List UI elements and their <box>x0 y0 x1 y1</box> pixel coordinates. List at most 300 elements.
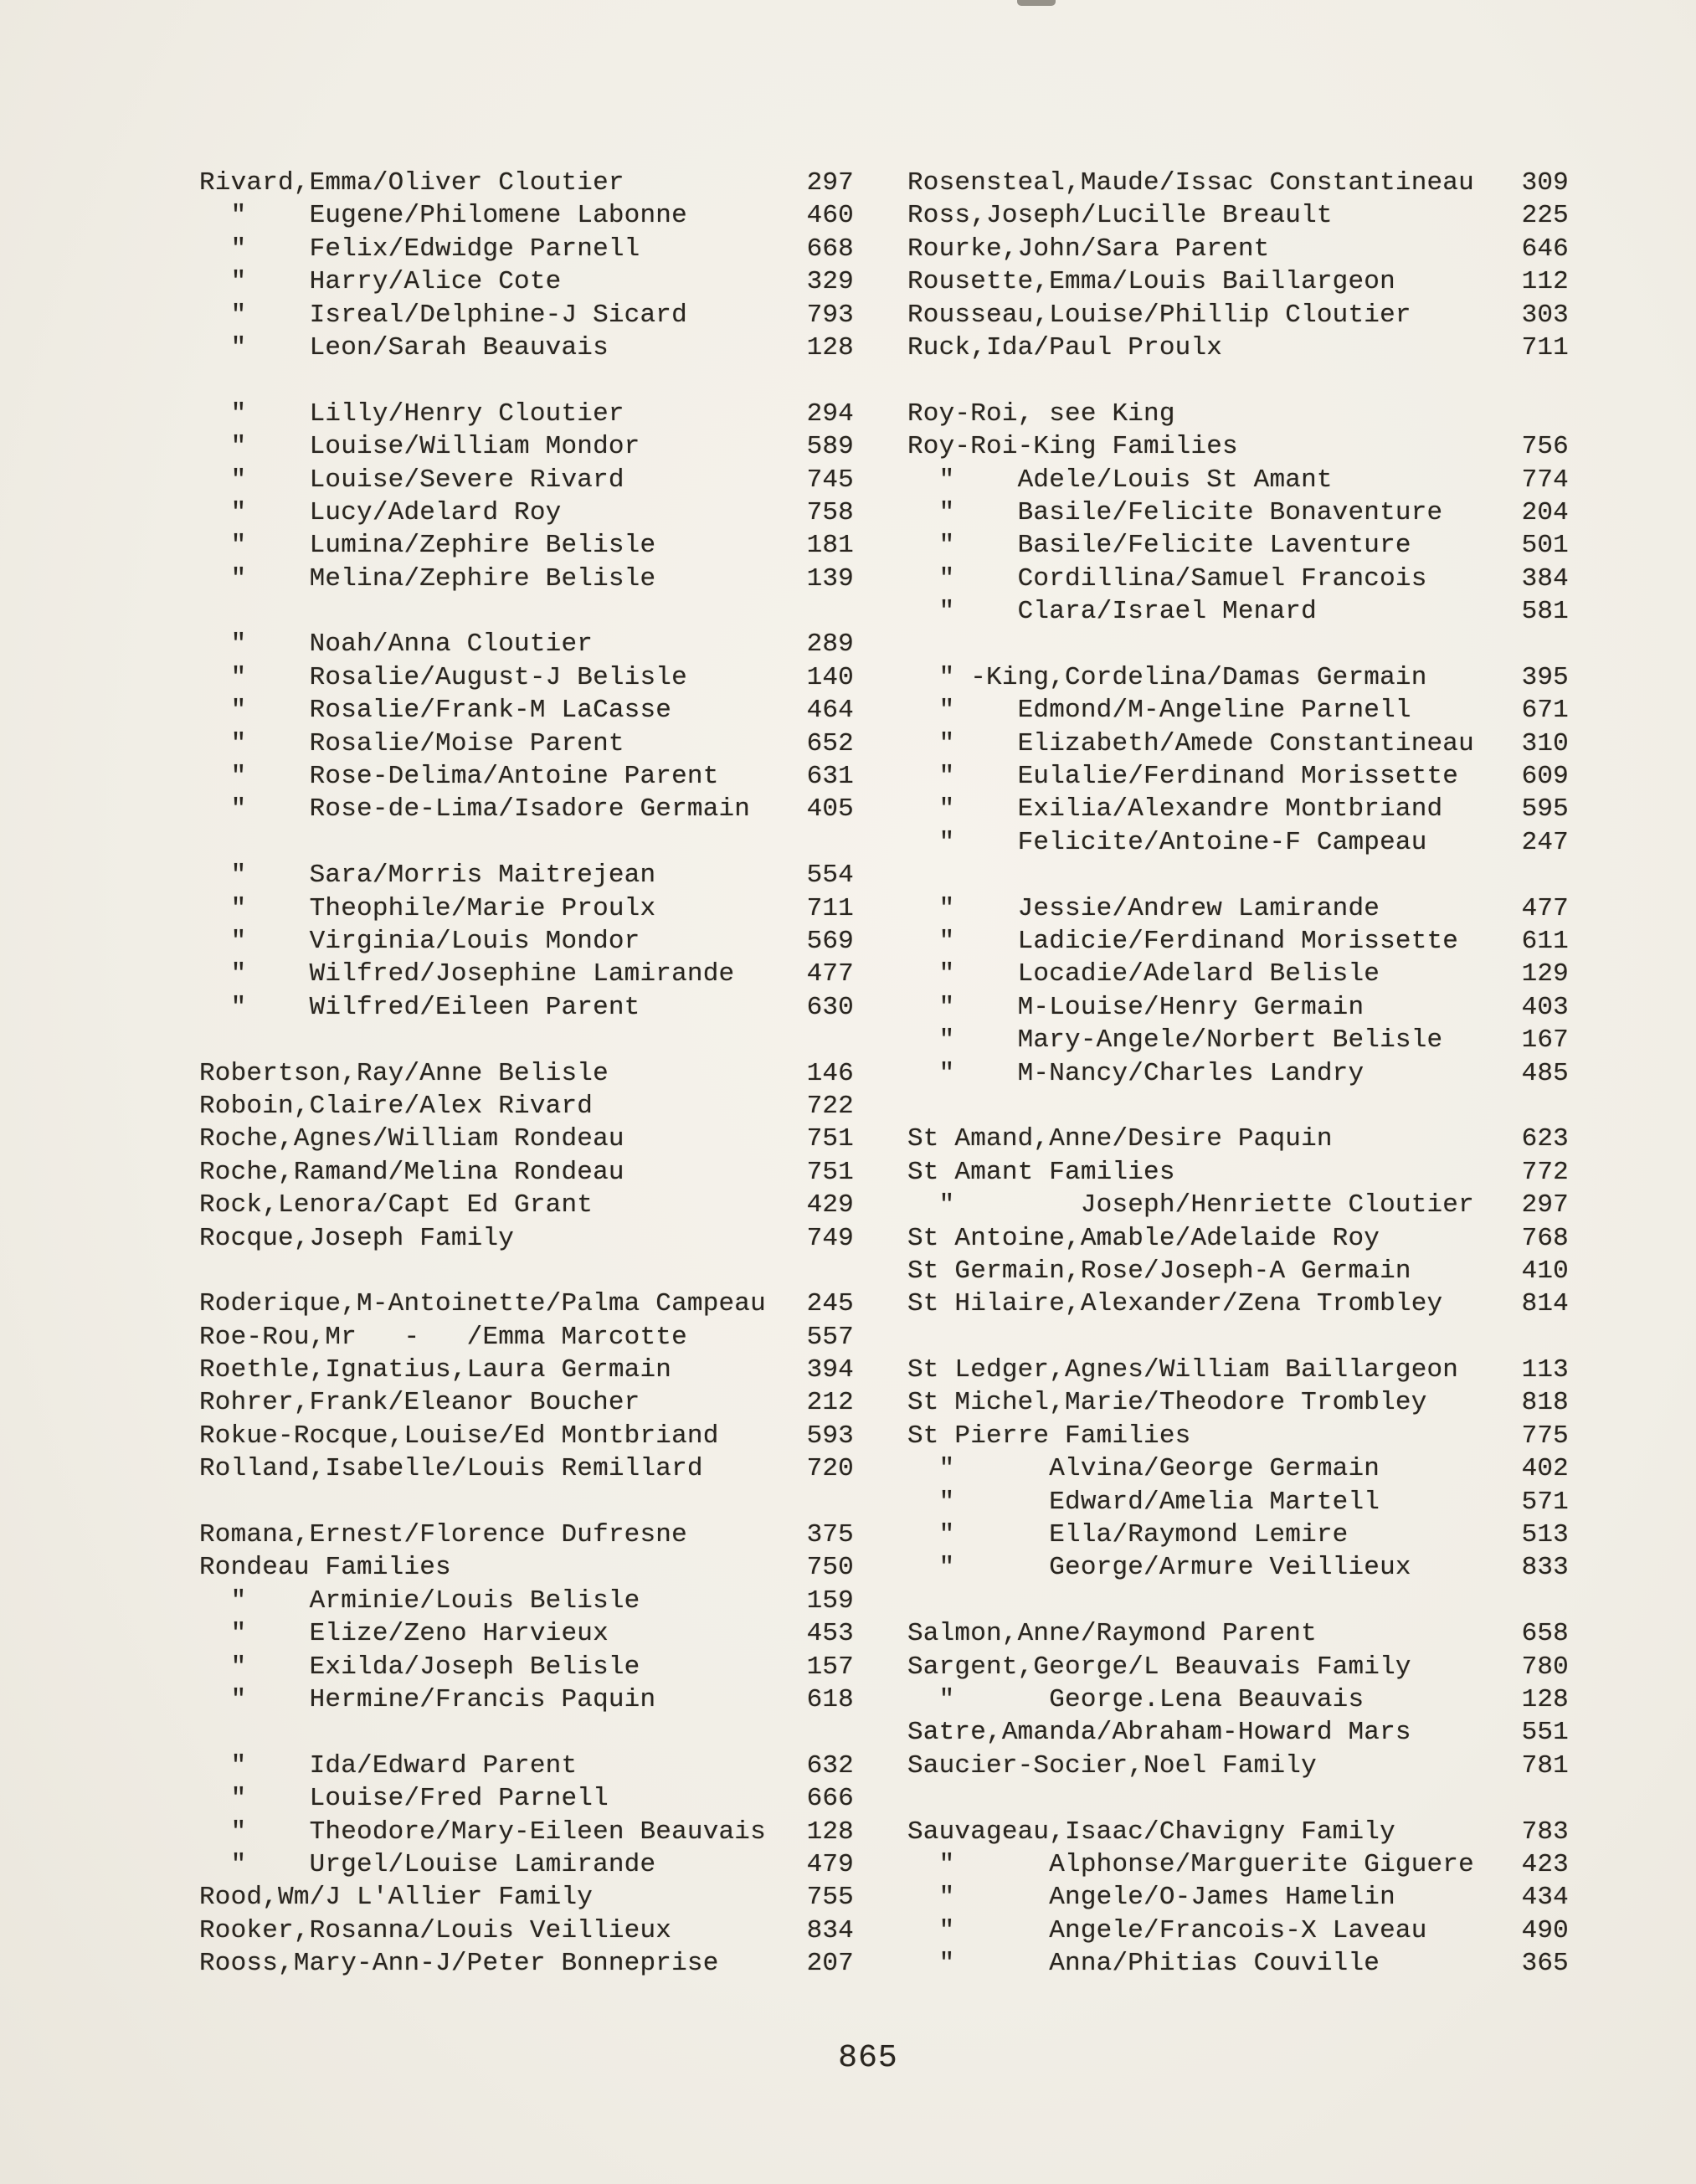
entry-page-number: 423 <box>1521 1849 1569 1879</box>
entry-page-number: 793 <box>806 300 854 330</box>
index-row <box>199 925 854 958</box>
entry-page-number: 833 <box>1521 1553 1569 1583</box>
entry-page-number: 745 <box>806 465 854 495</box>
entry-text: " Rose-de-Lima/Isadore Germain <box>199 794 751 825</box>
entry-text: " Basile/Felicite Laventure <box>907 531 1411 561</box>
index-row <box>199 595 854 628</box>
index-row <box>199 398 854 430</box>
index-row <box>199 1255 854 1287</box>
entry-page-number: 652 <box>806 728 854 758</box>
entry-page-number: 772 <box>1521 1157 1569 1187</box>
entry-page-number: 395 <box>1521 662 1569 692</box>
entry-text: Rosensteal,Maude/Issac Constantineau <box>907 168 1474 198</box>
entry-text: " Melina/Zephire Belisle <box>199 563 656 594</box>
index-row <box>199 1287 854 1320</box>
index-row <box>907 1189 1569 1221</box>
entry-text: " Rose-Delima/Antoine Parent <box>199 762 719 792</box>
entry-page-number: 569 <box>806 926 854 956</box>
index-row <box>907 760 1569 793</box>
entry-page-number: 557 <box>806 1322 854 1352</box>
entry-page-number: 780 <box>1521 1652 1569 1682</box>
index-row <box>907 694 1569 727</box>
index-row <box>199 1651 854 1683</box>
entry-text: " Lucy/Adelard Roy <box>199 497 562 527</box>
index-row <box>907 1255 1569 1287</box>
index-row <box>907 398 1569 430</box>
index-row <box>199 892 854 925</box>
entry-page-number: 513 <box>1521 1520 1569 1550</box>
entry-text: " Exilia/Alexandre Montbriand <box>907 794 1443 825</box>
entry-text: " Alphonse/Marguerite Giguere <box>907 1849 1474 1879</box>
index-row <box>199 760 854 793</box>
index-row <box>199 661 854 694</box>
entry-page-number: 204 <box>1521 497 1569 527</box>
entry-text: " Felix/Edwidge Parnell <box>199 234 640 264</box>
entry-page-number: 112 <box>1521 267 1569 297</box>
entry-page-number: 658 <box>1521 1619 1569 1649</box>
entry-page-number: 671 <box>1521 696 1569 726</box>
index-row <box>199 1024 854 1056</box>
index-row <box>199 265 854 298</box>
entry-page-number: 181 <box>806 531 854 561</box>
index-row <box>199 1617 854 1650</box>
index-row <box>199 1090 854 1123</box>
entry-page-number: 297 <box>806 168 854 198</box>
entry-text: Roy-Roi-King Families <box>907 432 1238 462</box>
entry-text: " Jessie/Andrew Lamirande <box>907 893 1380 923</box>
index-row <box>199 1452 854 1485</box>
entry-page-number: 294 <box>806 398 854 429</box>
entry-text: " Wilfred/Eileen Parent <box>199 992 640 1022</box>
entry-text: Sargent,George/L Beauvais Family <box>907 1652 1411 1682</box>
entry-page-number: 750 <box>806 1553 854 1583</box>
entry-page-number: 571 <box>1521 1487 1569 1517</box>
entry-page-number: 297 <box>1521 1190 1569 1220</box>
entry-text: " Anna/Phitias Couville <box>907 1949 1380 1979</box>
entry-page-number: 329 <box>806 267 854 297</box>
index-row <box>907 1750 1569 1782</box>
entry-text: " Louise/William Mondor <box>199 432 640 462</box>
index-row <box>907 793 1569 825</box>
entry-text: " George.Lena Beauvais <box>907 1684 1365 1714</box>
index-row <box>199 1420 854 1452</box>
entry-page-number: 303 <box>1521 300 1569 330</box>
entry-page-number: 207 <box>806 1949 854 1979</box>
index-row <box>907 299 1569 331</box>
index-row <box>907 1321 1569 1354</box>
entry-text: St Antoine,Amable/Adelaide Roy <box>907 1223 1380 1253</box>
index-row <box>907 563 1569 595</box>
entry-page-number: 775 <box>1521 1421 1569 1451</box>
entry-text: Roethle,Ignatius,Laura Germain <box>199 1355 672 1385</box>
entry-page-number: 631 <box>806 762 854 792</box>
entry-text: " Ladicie/Ferdinand Morissette <box>907 926 1459 956</box>
entry-text: Roboin,Claire/Alex Rivard <box>199 1091 594 1121</box>
entry-page-number: 593 <box>806 1421 854 1451</box>
entry-text: Roy-Roi, see King <box>907 398 1175 429</box>
index-row <box>907 1881 1569 1914</box>
entry-text: Sauvageau,Isaac/Chavigny Family <box>907 1817 1395 1847</box>
entry-text: " Louise/Severe Rivard <box>199 465 624 495</box>
entry-page-number: 289 <box>806 630 854 660</box>
entry-page-number: 581 <box>1521 597 1569 627</box>
index-row <box>907 1486 1569 1519</box>
index-row <box>907 1651 1569 1683</box>
entry-page-number: 477 <box>1521 893 1569 923</box>
index-row <box>199 364 854 397</box>
entry-text: Rock,Lenora/Capt Ed Grant <box>199 1190 594 1220</box>
index-row <box>907 364 1569 397</box>
entry-page-number: 768 <box>1521 1223 1569 1253</box>
index-row <box>199 1551 854 1584</box>
index-row <box>907 331 1569 364</box>
entry-page-number: 384 <box>1521 563 1569 594</box>
entry-page-number: 453 <box>806 1619 854 1649</box>
index-row <box>907 430 1569 463</box>
index-row <box>199 1881 854 1914</box>
index-row <box>907 991 1569 1024</box>
index-left-column <box>199 167 854 1980</box>
entry-page-number: 589 <box>806 432 854 462</box>
entry-page-number: 128 <box>1521 1684 1569 1714</box>
entry-page-number: 485 <box>1521 1058 1569 1088</box>
entry-text: " Eulalie/Ferdinand Morissette <box>907 762 1459 792</box>
entry-page-number: 157 <box>806 1652 854 1682</box>
entry-text: " Isreal/Delphine-J Sicard <box>199 300 687 330</box>
entry-text: " Harry/Alice Cote <box>199 267 562 297</box>
entry-page-number: 595 <box>1521 794 1569 825</box>
entry-page-number: 711 <box>806 893 854 923</box>
index-row <box>907 1782 1569 1815</box>
entry-text: " Arminie/Louis Belisle <box>199 1585 640 1616</box>
index-row <box>907 826 1569 859</box>
entry-page-number: 755 <box>806 1883 854 1913</box>
entry-text: Rooss,Mary-Ann-J/Peter Bonneprise <box>199 1949 719 1979</box>
index-row <box>199 563 854 595</box>
index-row <box>907 595 1569 628</box>
index-row <box>907 167 1569 199</box>
entry-page-number: 751 <box>806 1124 854 1154</box>
entry-text: Satre,Amanda/Abraham-Howard Mars <box>907 1718 1411 1748</box>
entry-page-number: 814 <box>1521 1289 1569 1319</box>
index-row <box>907 661 1569 694</box>
index-row <box>907 925 1569 958</box>
index-row <box>199 1321 854 1354</box>
entry-text: Roderique,M-Antoinette/Palma Campeau <box>199 1289 766 1319</box>
index-row <box>907 1452 1569 1485</box>
entry-text: " Rosalie/August-J Belisle <box>199 662 687 692</box>
index-row <box>907 1585 1569 1617</box>
entry-page-number: 405 <box>806 794 854 825</box>
entry-text: " Ida/Edward Parent <box>199 1750 578 1781</box>
entry-page-number: 309 <box>1521 168 1569 198</box>
entry-text: St Ledger,Agnes/William Baillargeon <box>907 1355 1459 1385</box>
entry-text: Rohrer,Frank/Eleanor Boucher <box>199 1388 640 1418</box>
entry-text: " Leon/Sarah Beauvais <box>199 332 609 362</box>
entry-text: " Lilly/Henry Cloutier <box>199 398 624 429</box>
index-row <box>907 1123 1569 1155</box>
index-row <box>907 958 1569 990</box>
index-row <box>199 1947 854 1980</box>
entry-page-number: 113 <box>1521 1355 1569 1385</box>
entry-text: " Angele/Francois-X Laveau <box>907 1915 1427 1945</box>
index-row <box>907 859 1569 892</box>
entry-text: " Wilfred/Josephine Lamirande <box>199 959 735 989</box>
index-row <box>907 1551 1569 1584</box>
index-row <box>907 1816 1569 1848</box>
entry-text: " Elizabeth/Amede Constantineau <box>907 728 1474 758</box>
entry-page-number: 551 <box>1521 1718 1569 1748</box>
index-row <box>907 265 1569 298</box>
index-row <box>199 727 854 760</box>
entry-text: " M-Louise/Henry Germain <box>907 992 1365 1022</box>
index-row <box>907 1024 1569 1056</box>
index-row <box>199 1750 854 1782</box>
index-row <box>199 1782 854 1815</box>
index-row <box>199 628 854 660</box>
index-row <box>907 233 1569 265</box>
entry-text: Ruck,Ida/Paul Proulx <box>907 332 1223 362</box>
entry-page-number: 611 <box>1521 926 1569 956</box>
scan-artifact <box>1017 0 1056 6</box>
index-row <box>199 1486 854 1519</box>
index-row <box>199 299 854 331</box>
entry-text: Rousseau,Louise/Phillip Cloutier <box>907 300 1411 330</box>
entry-page-number: 751 <box>806 1157 854 1187</box>
index-row <box>199 1354 854 1386</box>
entry-page-number: 365 <box>1521 1949 1569 1979</box>
index-row <box>199 694 854 727</box>
entry-page-number: 245 <box>806 1289 854 1319</box>
entry-text: " Exilda/Joseph Belisle <box>199 1652 640 1682</box>
entry-text: " Edward/Amelia Martell <box>907 1487 1380 1517</box>
entry-page-number: 668 <box>806 234 854 264</box>
entry-text: " Cordillina/Samuel Francois <box>907 563 1427 594</box>
entry-page-number: 128 <box>806 332 854 362</box>
entry-page-number: 403 <box>1521 992 1569 1022</box>
entry-page-number: 720 <box>806 1454 854 1484</box>
entry-page-number: 247 <box>1521 827 1569 857</box>
entry-page-number: 128 <box>806 1817 854 1847</box>
index-row <box>907 496 1569 529</box>
entry-text: " Felicite/Antoine-F Campeau <box>907 827 1427 857</box>
index-row <box>907 1420 1569 1452</box>
entry-text: " Louise/Fred Parnell <box>199 1784 609 1814</box>
entry-text: Rooker,Rosanna/Louis Veillieux <box>199 1915 672 1945</box>
index-row <box>907 1683 1569 1716</box>
entry-page-number: 758 <box>806 497 854 527</box>
index-row <box>199 167 854 199</box>
index-row <box>907 727 1569 760</box>
index-row <box>199 1816 854 1848</box>
entry-text: " Theodore/Mary-Eileen Beauvais <box>199 1817 766 1847</box>
entry-text: Rocque,Joseph Family <box>199 1223 515 1253</box>
entry-page-number: 139 <box>806 563 854 594</box>
entry-text: St Germain,Rose/Joseph-A Germain <box>907 1256 1411 1286</box>
entry-text: " Hermine/Francis Paquin <box>199 1684 656 1714</box>
entry-text: Rourke,John/Sara Parent <box>907 234 1270 264</box>
index-row <box>199 1848 854 1881</box>
entry-page-number: 464 <box>806 696 854 726</box>
index-row <box>199 991 854 1024</box>
entry-text: St Michel,Marie/Theodore Trombley <box>907 1388 1427 1418</box>
entry-page-number: 460 <box>806 201 854 231</box>
entry-page-number: 818 <box>1521 1388 1569 1418</box>
entry-text: " Rosalie/Moise Parent <box>199 728 624 758</box>
entry-text: Robertson,Ray/Anne Belisle <box>199 1058 609 1088</box>
index-row <box>199 1123 854 1155</box>
entry-page-number: 402 <box>1521 1454 1569 1484</box>
entry-page-number: 410 <box>1521 1256 1569 1286</box>
entry-page-number: 159 <box>806 1585 854 1616</box>
entry-page-number: 501 <box>1521 531 1569 561</box>
entry-page-number: 623 <box>1521 1124 1569 1154</box>
index-row <box>199 529 854 562</box>
entry-text: " Joseph/Henriette Cloutier <box>907 1190 1474 1220</box>
index-row <box>199 859 854 892</box>
index-row <box>907 1947 1569 1980</box>
entry-text: " Locadie/Adelard Belisle <box>907 959 1380 989</box>
entry-text: " Adele/Louis St Amant <box>907 465 1333 495</box>
entry-page-number: 783 <box>1521 1817 1569 1847</box>
entry-page-number: 212 <box>806 1388 854 1418</box>
entry-text: " Basile/Felicite Bonaventure <box>907 497 1443 527</box>
index-row <box>907 1914 1569 1947</box>
index-row <box>907 199 1569 232</box>
entry-text: Rolland,Isabelle/Louis Remillard <box>199 1454 703 1484</box>
index-row <box>907 1386 1569 1419</box>
entry-text: St Amand,Anne/Desire Paquin <box>907 1124 1333 1154</box>
entry-page-number: 375 <box>806 1520 854 1550</box>
index-row <box>907 464 1569 496</box>
index-row <box>907 1716 1569 1749</box>
entry-page-number: 609 <box>1521 762 1569 792</box>
index-row <box>907 892 1569 925</box>
entry-text: " Alvina/George Germain <box>907 1454 1380 1484</box>
index-row <box>199 1386 854 1419</box>
entry-page-number: 618 <box>806 1684 854 1714</box>
entry-text: Roche,Ramand/Melina Rondeau <box>199 1157 624 1187</box>
index-row <box>907 1156 1569 1189</box>
index-row <box>199 1683 854 1716</box>
index-row <box>199 1716 854 1749</box>
entry-text: St Amant Families <box>907 1157 1175 1187</box>
index-row <box>907 529 1569 562</box>
index-row <box>907 1057 1569 1090</box>
entry-text: " Clara/Israel Menard <box>907 597 1317 627</box>
index-row <box>907 1354 1569 1386</box>
entry-text: Rondeau Families <box>199 1553 451 1583</box>
index-row <box>199 958 854 990</box>
entry-page-number: 749 <box>806 1223 854 1253</box>
entry-page-number: 167 <box>1521 1025 1569 1056</box>
index-row <box>199 1519 854 1551</box>
entry-page-number: 630 <box>806 992 854 1022</box>
entry-page-number: 479 <box>806 1849 854 1879</box>
entry-page-number: 632 <box>806 1750 854 1781</box>
index-row <box>199 464 854 496</box>
entry-page-number: 146 <box>806 1058 854 1088</box>
entry-text: " -King,Cordelina/Damas Germain <box>907 662 1427 692</box>
entry-text: " M-Nancy/Charles Landry <box>907 1058 1365 1088</box>
index-row <box>199 1222 854 1255</box>
index-row <box>199 1585 854 1617</box>
entry-text: Rousette,Emma/Louis Baillargeon <box>907 267 1395 297</box>
entry-page-number: 429 <box>806 1190 854 1220</box>
entry-text: " Edmond/M-Angeline Parnell <box>907 696 1411 726</box>
entry-text: " Urgel/Louise Lamirande <box>199 1849 656 1879</box>
index-row <box>199 793 854 825</box>
entry-text: Roche,Agnes/William Rondeau <box>199 1124 624 1154</box>
index-row <box>907 1617 1569 1650</box>
index-row <box>199 1057 854 1090</box>
entry-text: " Rosalie/Frank-M LaCasse <box>199 696 672 726</box>
entry-page-number: 781 <box>1521 1750 1569 1781</box>
entry-page-number: 140 <box>806 662 854 692</box>
entry-text: " Noah/Anna Cloutier <box>199 630 594 660</box>
entry-page-number: 646 <box>1521 234 1569 264</box>
index-row <box>907 1287 1569 1320</box>
index-row <box>199 430 854 463</box>
entry-text: St Pierre Families <box>907 1421 1191 1451</box>
entry-text: " Mary-Angele/Norbert Belisle <box>907 1025 1443 1056</box>
entry-text: " Ella/Raymond Lemire <box>907 1520 1349 1550</box>
entry-text: " Elize/Zeno Harvieux <box>199 1619 609 1649</box>
entry-page-number: 490 <box>1521 1915 1569 1945</box>
index-row <box>199 233 854 265</box>
index-row <box>199 826 854 859</box>
entry-text: St Hilaire,Alexander/Zena Trombley <box>907 1289 1443 1319</box>
entry-page-number: 666 <box>806 1784 854 1814</box>
index-row <box>199 496 854 529</box>
entry-text: Salmon,Anne/Raymond Parent <box>907 1619 1317 1649</box>
entry-page-number: 394 <box>806 1355 854 1385</box>
entry-page-number: 477 <box>806 959 854 989</box>
entry-text: " Angele/O-James Hamelin <box>907 1883 1395 1913</box>
page-number: 865 <box>838 2040 898 2076</box>
entry-text: Saucier-Socier,Noel Family <box>907 1750 1317 1781</box>
entry-text: Roe-Rou,Mr - /Emma Marcotte <box>199 1322 687 1352</box>
index-row <box>907 628 1569 660</box>
entry-page-number: 711 <box>1521 332 1569 362</box>
entry-text: " George/Armure Veillieux <box>907 1553 1411 1583</box>
entry-text: Rood,Wm/J L'Allier Family <box>199 1883 594 1913</box>
entry-text: Rivard,Emma/Oliver Cloutier <box>199 168 624 198</box>
entry-text: " Virginia/Louis Mondor <box>199 926 640 956</box>
entry-page-number: 225 <box>1521 201 1569 231</box>
index-row <box>199 1189 854 1221</box>
entry-page-number: 434 <box>1521 1883 1569 1913</box>
index-row <box>907 1090 1569 1123</box>
index-row <box>199 1914 854 1947</box>
entry-page-number: 756 <box>1521 432 1569 462</box>
entry-page-number: 554 <box>806 861 854 891</box>
index-row <box>907 1519 1569 1551</box>
entry-text: " Sara/Morris Maitrejean <box>199 861 656 891</box>
index-row <box>199 199 854 232</box>
index-row <box>907 1222 1569 1255</box>
index-right-column <box>907 167 1569 1980</box>
entry-text: " Theophile/Marie Proulx <box>199 893 656 923</box>
entry-text: Rokue-Rocque,Louise/Ed Montbriand <box>199 1421 719 1451</box>
index-row <box>199 1156 854 1189</box>
entry-text: Romana,Ernest/Florence Dufresne <box>199 1520 687 1550</box>
entry-page-number: 834 <box>806 1915 854 1945</box>
entry-page-number: 129 <box>1521 959 1569 989</box>
index-row <box>907 1848 1569 1881</box>
entry-page-number: 310 <box>1521 728 1569 758</box>
entry-text: Ross,Joseph/Lucille Breault <box>907 201 1333 231</box>
